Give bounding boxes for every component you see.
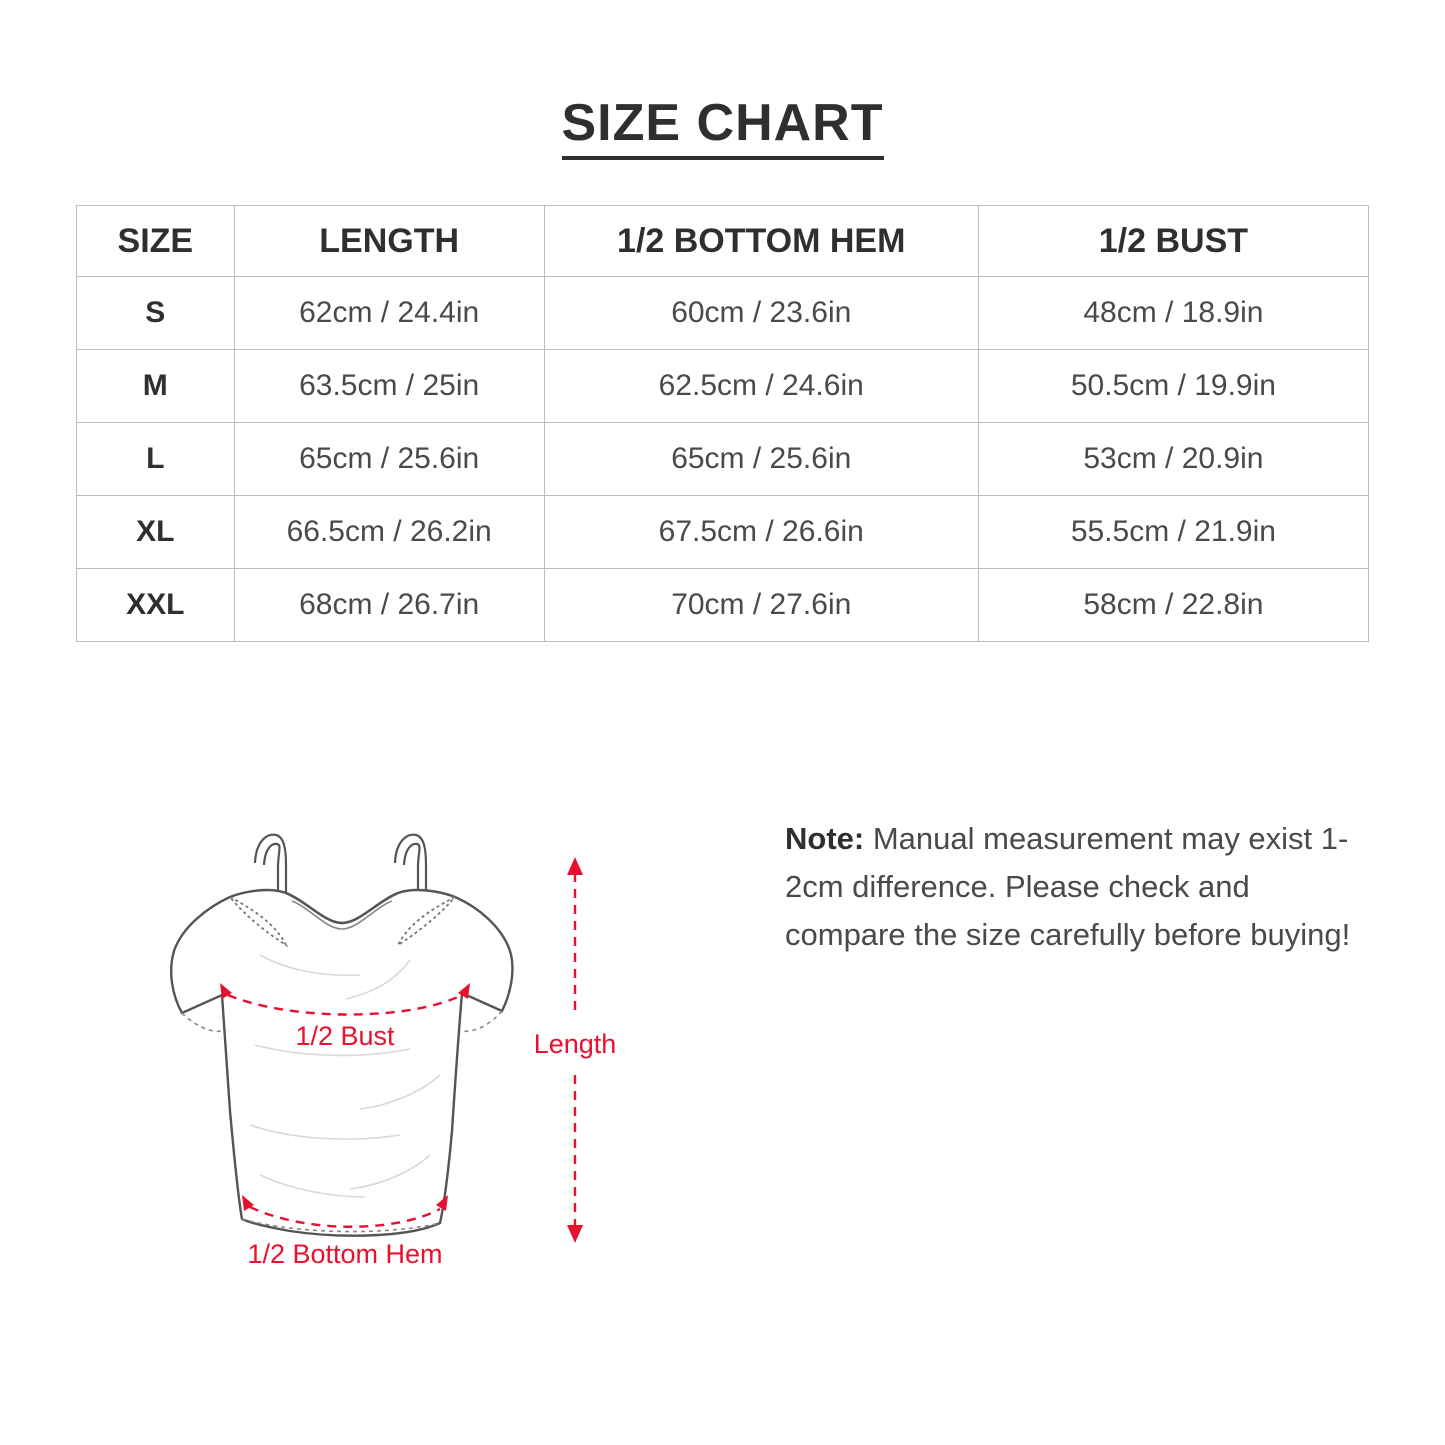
- cell-size: L: [77, 423, 235, 496]
- cell-bust: 48cm / 18.9in: [978, 277, 1368, 350]
- cell-size: M: [77, 350, 235, 423]
- note-text: [785, 815, 1365, 959]
- bottom-hem-label: 1/2 Bottom Hem: [247, 1239, 443, 1269]
- table-row: [77, 277, 1369, 350]
- table-header-row: [77, 206, 1369, 277]
- column-header-bottom-hem: 1/2 BOTTOM HEM: [544, 206, 978, 277]
- column-header-bust: 1/2 BUST: [978, 206, 1368, 277]
- table-row: [77, 350, 1369, 423]
- note-body: Manual measurement may exist 1-2cm difference. Please check and compare the size carefully before buying!: [785, 821, 1351, 953]
- column-header-size: SIZE: [77, 206, 235, 277]
- garment-straps: [255, 835, 426, 897]
- cell-bust: 55.5cm / 21.9in: [978, 496, 1368, 569]
- garment-body: [171, 890, 512, 1236]
- cell-length: 66.5cm / 26.2in: [234, 496, 544, 569]
- cell-bust: 50.5cm / 19.9in: [978, 350, 1368, 423]
- cell-length: 65cm / 25.6in: [234, 423, 544, 496]
- length-label: Length: [533, 1029, 617, 1059]
- cell-bottom-hem: 60cm / 23.6in: [544, 277, 978, 350]
- cell-bust: 53cm / 20.9in: [978, 423, 1368, 496]
- table-row: [77, 496, 1369, 569]
- garment-illustration: [110, 745, 670, 1305]
- cell-bottom-hem: 70cm / 27.6in: [544, 569, 978, 642]
- cell-length: 63.5cm / 25in: [234, 350, 544, 423]
- bust-label: 1/2 Bust: [295, 1021, 395, 1051]
- cell-bottom-hem: 67.5cm / 26.6in: [544, 496, 978, 569]
- measurement-diagram-section: [0, 735, 1445, 1335]
- cell-size: S: [77, 277, 235, 350]
- cell-size: XL: [77, 496, 235, 569]
- cell-length: 62cm / 24.4in: [234, 277, 544, 350]
- column-header-length: LENGTH: [234, 206, 544, 277]
- size-chart-table-container: [76, 205, 1369, 642]
- table-row: [77, 423, 1369, 496]
- cell-size: XXL: [77, 569, 235, 642]
- note-label: Note:: [785, 821, 865, 856]
- cell-bottom-hem: 65cm / 25.6in: [544, 423, 978, 496]
- size-chart-table: [76, 205, 1369, 642]
- cell-bust: 58cm / 22.8in: [978, 569, 1368, 642]
- cell-bottom-hem: 62.5cm / 24.6in: [544, 350, 978, 423]
- cell-length: 68cm / 26.7in: [234, 569, 544, 642]
- page-title: SIZE CHART: [562, 95, 884, 160]
- page-title-container: [0, 95, 1445, 160]
- table-row: [77, 569, 1369, 642]
